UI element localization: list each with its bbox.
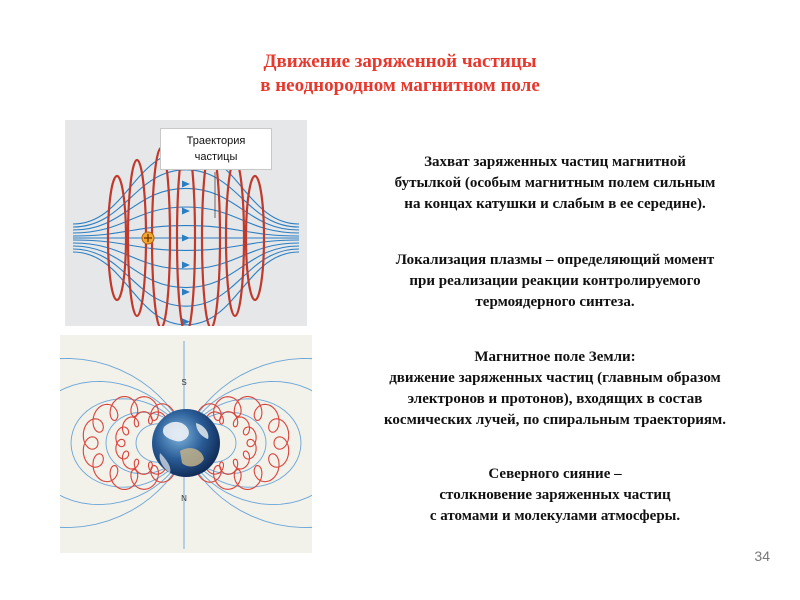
paragraph-line: Локализация плазмы – определяющий момент [395,252,715,268]
paragraph-aurora [320,464,790,527]
arrow-icon [182,289,190,296]
slide-title-line-2: в неоднородном магнитном поле [260,75,540,96]
earth-field-diagram [60,335,312,553]
trajectory-label-line-2: частицы [194,151,238,163]
paragraph-line: Магнитное поле Земли: [474,349,636,365]
trajectory-label-line-1: Траектория [186,135,246,147]
field-line [73,226,299,236]
trajectory-label [160,128,272,170]
earth-magnetic-field-figure [60,335,312,553]
paragraph-line: электронов и протонов), входящих в состав [407,391,703,407]
field-line [73,246,299,288]
slide-title [0,50,800,98]
north-pole-label: N [181,494,187,503]
paragraph-line: бутылкой (особым магнитным полем сильным [394,175,716,191]
paragraph-line: термоядерного синтеза. [475,294,635,310]
paragraph-plasma-localization [320,250,790,313]
paragraph-line: столкновение заряженных частиц [439,487,671,503]
page-number: 34 [754,548,770,564]
paragraph-line: при реализации реакции контролируемого [409,273,701,289]
slide-title-line-1: Движение заряженной частицы [263,51,537,72]
field-line [73,240,299,250]
paragraph-line: Северного сияние – [488,466,622,482]
arrow-icon [182,262,190,269]
arrow-icon [182,318,190,325]
magnetic-bottle-figure [65,120,307,326]
paragraph-earth-field [320,347,790,431]
south-pole-label: S [181,378,187,387]
field-line [73,170,299,227]
field-line [73,188,299,230]
field-direction-arrows [182,151,190,325]
field-line [73,249,299,306]
arrow-icon [182,181,190,188]
paragraph-line: на концах катушки и слабым в ее середине). [404,196,706,212]
paragraph-line: с атомами и молекулами атмосферы. [429,508,681,524]
arrow-icon [182,208,190,215]
field-line [73,252,299,325]
paragraph-magnetic-bottle [320,152,790,215]
arrow-icon [182,235,190,242]
earth-icon [152,409,220,477]
paragraph-line: Захват заряженных частиц магнитной [424,154,686,170]
paragraph-line: космических лучей, по спиральным траекториям. [383,412,727,428]
paragraph-line: движение заряженных частиц (главным образом [389,370,721,386]
